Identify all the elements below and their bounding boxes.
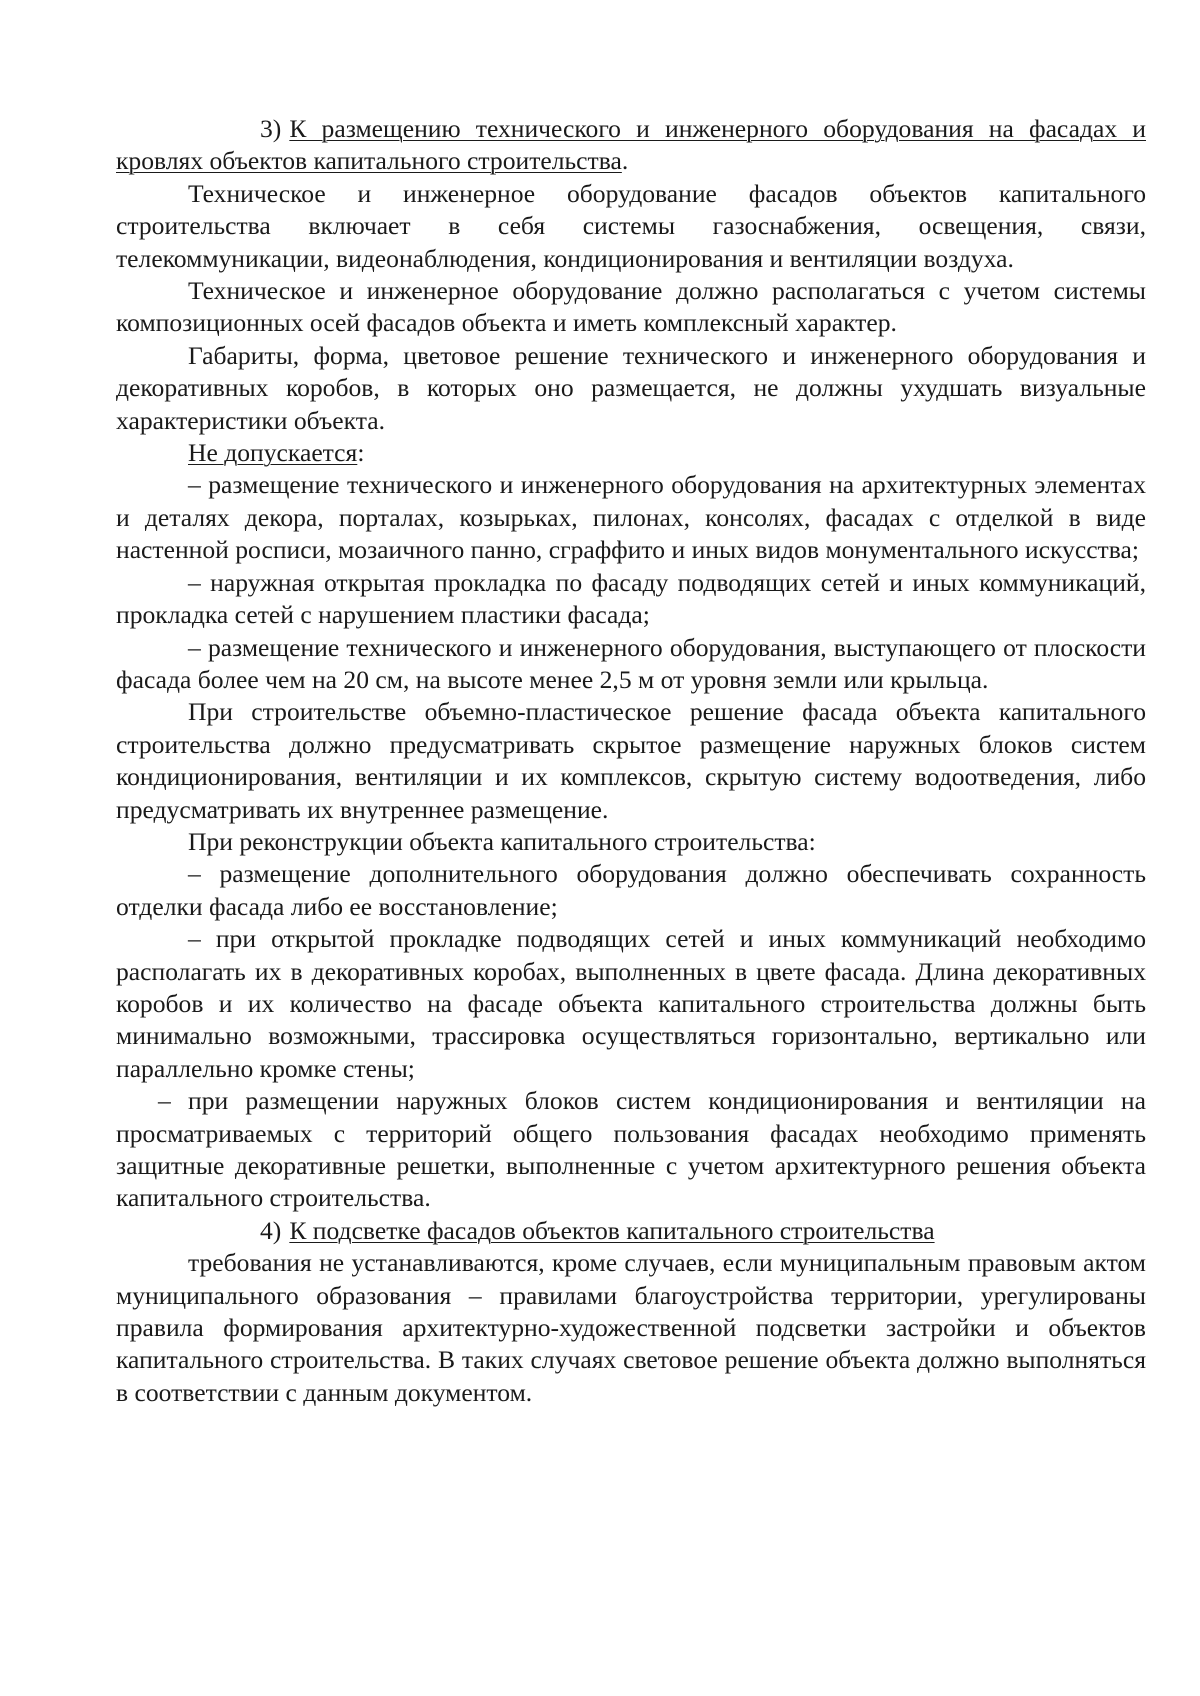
section-4-heading [116,1215,1146,1247]
not-allowed-label: Не допускается [188,438,358,468]
reconstruction-item: – размещение дополнительного оборудования должно обеспечивать сохранность отделки фасада либо ее восстановление; [116,859,1146,921]
section-3-title: К размещению технического и инженерного оборудования на фасадах и кровлях объектов капитального строительства [116,114,1146,176]
section-4-title: К подсветке фасадов объектов капитального строительства [289,1215,935,1245]
paragraph-reconstruction-intro: При реконструкции объекта капитального строительства: [188,826,816,856]
section-3-title-end: . [621,146,629,176]
document-page [116,113,1146,1409]
section-3-number: 3) [260,114,282,143]
paragraph-equipment-composition: Техническое и инженерное оборудование фасадов объектов капитального строительства включает в себя системы газоснабжения, освещения, связи, телекоммуникации, видеонаблюдения, кондиционирования и вентиляции воздуха. [116,178,1146,273]
not-allowed-item: – размещение технического и инженерного оборудования на архитектурных элементах и деталях декора, порталах, козырьках, пилонах, консолях, фасадах с отделкой в виде настенной росписи, мозаичного панно, сграффито и иных видов монументального искусства; [116,470,1146,565]
paragraph-lighting: требования не устанавливаются, кроме случаев, если муниципальным правовым актом муниципального образования – правилами благоустройства территории, урегулированы правила формирования архитектурно-художественной подсветки застройки и объектов капитального строительства. В таких случаях световое решение объекта должно выполняться в соответствии с данным документом. [116,1248,1146,1407]
not-allowed-item: – размещение технического и инженерного оборудования, выступающего от плоскости фасада более чем на 20 см, на высоте менее 2,5 м от уровня земли или крыльца. [116,632,1146,694]
paragraph-equipment-dimensions: Габариты, форма, цветовое решение технического и инженерного оборудования и декоративных коробов, в которых оно размещается, не должны ухудшать визуальные характеристики объекта. [116,340,1146,435]
reconstruction-item: – при размещении наружных блоков систем кондиционирования и вентиляции на просматриваемых с территорий общего пользования фасадах необходимо применять защитные декоративные решетки, выполненные с учетом архитектурного решения объекта капитального строительства. [116,1086,1146,1213]
paragraph-equipment-axes: Техническое и инженерное оборудование должно располагаться с учетом системы композиционных осей фасадов объекта и иметь комплексный характер. [116,276,1146,338]
not-allowed-heading [116,437,1146,469]
paragraph-construction: При строительстве объемно-пластическое решение фасада объекта капитального строительства должно предусматривать скрытое размещение наружных блоков систем кондиционирования, вентиляции и их комплексов, скрытую систему водоотведения, либо предусматривать их внутреннее размещение. [116,697,1146,824]
section-3-heading [116,113,1146,178]
reconstruction-item: – при открытой прокладке подводящих сетей и иных коммуникаций необходимо располагать их в декоративных коробах, выполненных в цвете фасада. Длина декоративных коробов и их количество на фасаде объекта капитального строительства должны быть минимально возможными, трассировка осуществляться горизонтально, вертикально или параллельно кромке стены; [116,924,1146,1083]
not-allowed-colon: : [357,438,365,468]
not-allowed-item: – наружная открытая прокладка по фасаду подводящих сетей и иных коммуникаций, прокладка сетей с нарушением пластики фасада; [116,567,1146,630]
section-4-number: 4) [260,1215,282,1245]
